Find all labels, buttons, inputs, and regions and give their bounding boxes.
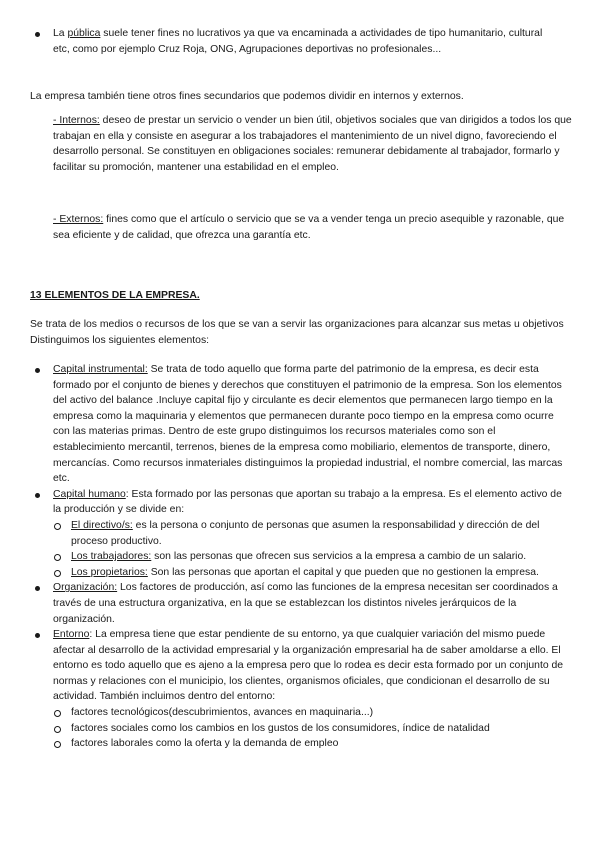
sub-item-propietarios: Los propietarios: Son las personas que aportan el capital y que pueden que no gestionen la empresa. (71, 565, 568, 581)
bullet-circle-icon (54, 726, 61, 733)
entorno-sublist (53, 705, 568, 752)
section-heading: 13 ELEMENTOS DE LA EMPRESA. (30, 290, 200, 301)
list-item-entorno: Entorno: La empresa tiene que estar pendiente de su entorno, ya que cualquier variación del mismo puede afectar al desarrollo de la actividad empresarial y la organización empresarial ha de saber amoldarse a ello. El entorno es todo aquello que es ajeno a la empresa pero que lo rodea es decir esta formado por un conjunto de normas y relaciones con el municipio, los clientes, organismos oficiales, que condicionan el desarrollo de su actividad. También incluimos dentro del entorno: factores tecnológicos(descubrimientos, avances en maquinaria...) factores sociales como los cambios en los gustos de los consumidores, índice de natalidad factores laborales como la oferta y la demanda de empleo (53, 627, 568, 752)
bullet-dot-icon (35, 32, 40, 37)
top-bullet-text: La pública suele tener fines no lucrativos ya que va encaminada a actividades de tipo humanitario, cultural etc, como por ejemplo Cruz Roja, ONG, Agrupaciones deportivas no profesionales... (53, 28, 543, 55)
bullet-circle-icon (54, 570, 61, 577)
externos-paragraph: - Externos: fines como que el artículo o servicio que se va a vender tenga un precio asequible y razonable, que sea eficiente y de calidad, que ofrezca una garantía etc. (53, 214, 565, 241)
list-item-capital-humano: Capital humano: Esta formado por las personas que aportan su trabajo a la empresa. Es el elemento activo de la producción y se divide en: El directivo/s: es la persona o conjunto de personas que asumen la responsabilidad y dirección de del proceso productivo. Los trabajadores: son las personas que ofrecen sus servicios a la empresa a cambio de un salario. Los propietarios: Son las personas que aportan el capital y que pueden que no gestionen la empresa. (53, 487, 568, 581)
list-item-capital-instrumental: Capital instrumental: Se trata de todo aquello que forma parte del patrimonio de la empresa, es decir esta formado por el conjunto de bienes y derechos que constituyen el patrimonio de la empresa. Son los elementos del activo del balance .Incluye capital fijo y circulante es decir elementos que permanecen largo tiempo en la empresa como la maquinaria y elementos que permanecen durante poco tiempo en la empresa como ocurre con las materias primas. Dentro de este grupo distinguimos los recursos materiales como son el establecimiento mercantil, terrenos, bienes de la empresa como mobiliario, elementos de transporte, dinero, mercancías. Como recursos inmateriales distinguimos la propiedad industrial, el nombre comercial, las marcas etc. (53, 362, 568, 487)
sub-item-directivo: El directivo/s: es la persona o conjunto de personas que asumen la responsabilidad y dirección de del proceso productivo. (71, 518, 568, 549)
sub-item-laborales: factores laborales como la oferta y la demanda de empleo (71, 736, 568, 752)
organizacion-term: Organización: (53, 582, 118, 594)
bullet-dot-icon (35, 368, 40, 373)
externos-term: - Externos: (53, 214, 104, 225)
sub-item-trabajadores: Los trabajadores: son las personas que ofrecen sus servicios a la empresa a cambio de un salario. (71, 549, 568, 565)
bullet-dot-icon (35, 633, 40, 638)
bullet-circle-icon (54, 741, 61, 748)
bullet-circle-icon (54, 523, 61, 530)
section-intro: Se trata de los medios o recursos de los que se van a servir las organizaciones para alcanzar sus metas u objetivos Distinguimos los siguientes elementos: (30, 319, 564, 346)
internos-paragraph: - Internos: deseo de prestar un servicio o vender un bien útil, objetivos sociales que van dirigidos a todos los que trabajan en ella y consiste en asegurar a los trabajadores el mantenimiento de un nivel digno, favoreciendo el desarrollo personal. Se constituyen en obligaciones sociales: remunerar debidamente al trabajador, formarlo y facilitar su promoción, mantener una estabilidad en el empleo. (53, 115, 572, 173)
bullet-dot-icon (35, 586, 40, 591)
elements-list (53, 362, 568, 752)
bullet-dot-icon (35, 493, 40, 498)
bullet-circle-icon (54, 710, 61, 717)
capital-instrumental-term: Capital instrumental: (53, 364, 148, 375)
sub-item-tecnologicos: factores tecnológicos(descubrimientos, avances en maquinaria...) (71, 705, 568, 721)
bullet-circle-icon (54, 554, 61, 561)
list-item-organizacion: Organización: Los factores de producción, así como las funciones de la empresa necesitan ser coordinados a través de una estructura organizativa, en la que se establezcan los distintos niveles jerárquicos de la organización. (53, 580, 568, 627)
term-publica: pública (67, 28, 101, 39)
sub-item-sociales: factores sociales como los cambios en los gustos de los consumidores, índice de natalidad (71, 721, 568, 737)
capital-humano-term: Capital humano (53, 488, 126, 500)
secondary-intro: La empresa también tiene otros fines secundarios que podemos dividir en internos y externos. (30, 91, 464, 102)
capital-humano-sublist (53, 518, 568, 580)
internos-term: - Internos: (53, 115, 100, 126)
top-bullet (53, 26, 558, 57)
entorno-term: Entorno (53, 629, 90, 641)
